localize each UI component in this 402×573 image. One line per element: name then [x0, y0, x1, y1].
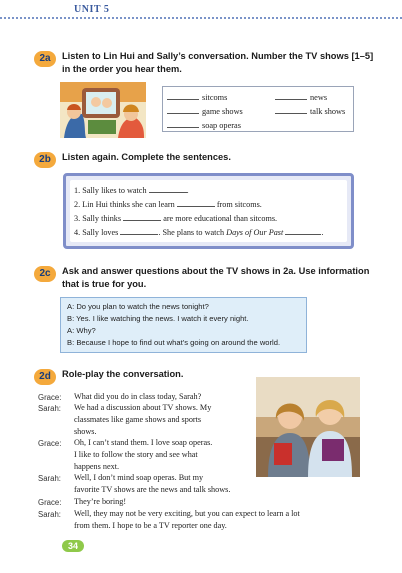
instruction-2a-line1: Listen to Lin Hui and Sally’s conversation. Number the TV shows [1–5] — [62, 51, 374, 61]
dialogue-line: A: Why? — [67, 326, 96, 335]
unit-title: UNIT 5 — [74, 4, 110, 15]
utterance: Well, they may not be very exciting, but you can expect to learn a lot — [74, 509, 300, 518]
utterance: happens next. — [74, 462, 120, 471]
answer-blank[interactable] — [285, 226, 321, 235]
students-photo — [256, 377, 360, 477]
instruction-2c-line2: that is true for you. — [62, 279, 147, 289]
answer-blank[interactable] — [275, 91, 307, 100]
utterance: favorite TV shows are the news and talk shows. — [74, 485, 231, 494]
utterance: from them. I hope to be a TV reporter one day. — [74, 521, 227, 530]
list-item: soap operas — [167, 119, 241, 130]
dialogue-line: A: Do you plan to watch the news tonight? — [67, 302, 209, 311]
dialogue-line: B: Because I hope to find out what’s going on around the world. — [67, 338, 281, 347]
page-number: 34 — [62, 540, 84, 552]
utterance: We had a discussion about TV shows. My — [74, 403, 212, 412]
sample-dialogue-box — [60, 297, 307, 353]
instruction-2d: Role-play the conversation. — [62, 369, 184, 379]
answer-blank[interactable] — [120, 226, 158, 235]
utterance: What did you do in class today, Sarah? — [74, 392, 202, 401]
instruction-2a-line2: in the order you hear them. — [62, 64, 182, 74]
badge-2d: 2d — [34, 369, 56, 385]
badge-2a: 2a — [34, 51, 56, 67]
answer-blank[interactable] — [275, 105, 307, 114]
list-item: game shows — [167, 105, 243, 116]
sentence-1: 1. Sally likes to watch . — [74, 186, 189, 195]
badge-2c: 2c — [34, 266, 56, 282]
utterance: I like to follow the story and see what — [74, 450, 198, 459]
answer-blank[interactable] — [149, 184, 187, 193]
list-item: news — [275, 91, 327, 102]
instruction-2c-line1: Ask and answer questions about the TV shows in 2a. Use information — [62, 266, 370, 276]
badge-2b: 2b — [34, 152, 56, 168]
list-item: sitcoms — [167, 91, 227, 102]
sentences-box — [63, 173, 354, 249]
speaker-label: Sarah: — [38, 404, 61, 413]
instruction-2b: Listen again. Complete the sentences. — [62, 152, 231, 162]
utterance: classmates like game shows and sports — [74, 415, 202, 424]
speaker-label: Grace: — [38, 498, 62, 507]
sentence-4: 4. Sally loves . She plans to watch Days of Our Past . — [74, 228, 324, 237]
utterance: Oh, I can’t stand them. I love soap operas. — [74, 438, 213, 447]
sentence-2: 2. Lin Hui thinks she can learn from sitcoms. — [74, 200, 262, 209]
answer-blank[interactable] — [177, 198, 215, 207]
speaker-label: Sarah: — [38, 474, 61, 483]
utterance: They’re boring! — [74, 497, 127, 506]
speaker-label: Grace: — [38, 393, 62, 402]
answer-blank[interactable] — [167, 119, 199, 128]
sentence-3: 3. Sally thinks are more educational than sitcoms. — [74, 214, 278, 223]
header-dotted-rule — [0, 17, 402, 19]
utterance: Well, I don’t mind soap operas. But my — [74, 473, 204, 482]
answer-blank[interactable] — [167, 91, 199, 100]
speaker-label: Grace: — [38, 439, 62, 448]
speaker-label: Sarah: — [38, 510, 61, 519]
list-item: talk shows — [275, 105, 345, 116]
answer-blank[interactable] — [167, 105, 199, 114]
utterance: shows. — [74, 427, 97, 436]
tv-shows-list — [162, 86, 354, 132]
dialogue-line: B: Yes. I like watching the news. I watch it every night. — [67, 314, 249, 323]
tv-watching-illustration — [60, 82, 146, 138]
answer-blank[interactable] — [123, 212, 161, 221]
